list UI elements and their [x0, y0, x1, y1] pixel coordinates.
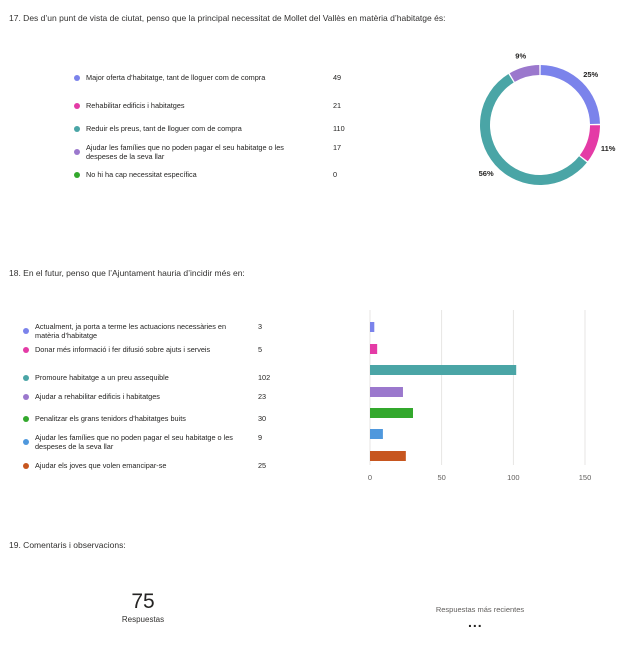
q17-legend-label: Rehabilitar edificis i habitatges	[86, 101, 185, 110]
q17-legend-swatch	[74, 75, 80, 81]
q18-legend-swatch	[23, 463, 29, 469]
donut-percent-label: 25%	[583, 69, 599, 79]
q17-legend-value: 49	[333, 73, 342, 82]
q18-legend-item	[23, 392, 235, 401]
q18-legend-swatch	[23, 439, 29, 445]
q17-legend-value: 17	[333, 143, 342, 152]
q18-legend-value: 25	[258, 461, 267, 470]
q18-legend-label: Ajudar els joves que volen emancipar-se	[35, 461, 167, 470]
q18-legend-item	[23, 414, 235, 423]
bar	[370, 429, 383, 439]
q18-legend-item	[23, 322, 235, 340]
q18-legend-label: Ajudar les famílies que no poden pagar el seu habitatge o les despeses de la seva llar	[35, 433, 233, 451]
q17-legend-value: 110	[333, 124, 345, 133]
bar-x-tick-label: 50	[437, 473, 446, 482]
q18-legend-value: 9	[258, 433, 263, 442]
q17-legend-label: Reduir els preus, tant de lloguer com de compra	[86, 124, 242, 133]
question-17-donut-chart	[460, 45, 620, 205]
question-17-title: 17. Des d’un punt de vista de ciutat, penso que la principal necessitat de Mollet del Vallès en matèria d’habitatge és:	[9, 13, 446, 23]
q18-legend-value: 102	[258, 373, 271, 382]
q17-legend-label: Ajudar les famílies que no poden pagar el seu habitatge o les despeses de la seva llar	[86, 143, 284, 161]
more-responses-button[interactable]: ...	[468, 614, 483, 630]
q17-legend-label: Major oferta d’habitatge, tant de lloguer com de compra	[86, 73, 266, 82]
responses-count-label: Respuestas	[121, 615, 165, 624]
q17-legend-swatch	[74, 126, 80, 132]
responses-count: 75	[131, 590, 155, 613]
bar	[370, 387, 403, 397]
q17-legend-swatch	[74, 172, 80, 178]
q17-legend-swatch	[74, 103, 80, 109]
q17-legend-item	[74, 73, 301, 82]
q18-legend-swatch	[23, 394, 29, 400]
bar-x-tick-label: 0	[367, 473, 373, 482]
q17-legend-value: 21	[333, 101, 342, 110]
q18-legend-value: 30	[258, 414, 267, 423]
q18-legend-label: Actualment, ja porta a terme les actuacions necessàries en matèria d’habitatge	[35, 322, 227, 340]
q18-legend-label: Penalitzar els grans tenidors d’habitatges buits	[35, 414, 186, 423]
question-19-title: 19. Comentaris i observacions:	[9, 540, 126, 550]
q18-legend-label: Donar més informació i fer difusió sobre ajuts i serveis	[35, 345, 211, 354]
bar	[370, 408, 413, 418]
bar	[370, 451, 406, 461]
q18-legend-swatch	[23, 416, 29, 422]
q18-legend-item	[23, 461, 235, 470]
question-18-title: 18. En el futur, penso que l’Ajuntament hauria d’incidir més en:	[9, 268, 245, 278]
bar-x-tick-label: 150	[578, 473, 592, 482]
q18-legend-value: 23	[258, 392, 267, 401]
q18-legend-item	[23, 433, 235, 451]
q18-legend-item	[23, 345, 235, 354]
q18-legend-label: Promoure habitatge a un preu assequible	[35, 373, 169, 382]
donut-percent-label: 11%	[600, 144, 616, 154]
q17-legend-item	[74, 101, 301, 110]
q18-legend-value: 5	[258, 345, 263, 354]
q17-legend-item	[74, 170, 301, 179]
q17-legend-swatch	[74, 149, 80, 155]
donut-slice	[480, 74, 587, 185]
bar	[370, 322, 374, 332]
q18-legend-label: Ajudar a rehabilitar edificis i habitatges	[35, 392, 160, 401]
bar-x-tick-label: 100	[507, 473, 520, 482]
q18-legend-value: 3	[258, 322, 263, 331]
q17-legend-value: 0	[333, 170, 338, 179]
responses-count-card	[103, 590, 183, 624]
donut-percent-label: 56%	[478, 168, 494, 178]
recent-responses-label: Respuestas más recientes	[435, 605, 525, 614]
q17-legend-item	[74, 124, 301, 133]
q17-legend-label: No hi ha cap necessitat específica	[86, 170, 197, 179]
bar	[370, 344, 377, 354]
q18-legend-swatch	[23, 328, 29, 334]
bar	[370, 365, 516, 375]
question-18-bar-chart	[360, 310, 610, 490]
donut-slice	[510, 65, 540, 82]
q18-legend-swatch	[23, 375, 29, 381]
q17-legend-item	[74, 143, 301, 161]
donut-slice	[580, 125, 600, 161]
q18-legend-swatch	[23, 347, 29, 353]
donut-percent-label: 9%	[515, 51, 527, 61]
q18-legend-item	[23, 373, 235, 382]
